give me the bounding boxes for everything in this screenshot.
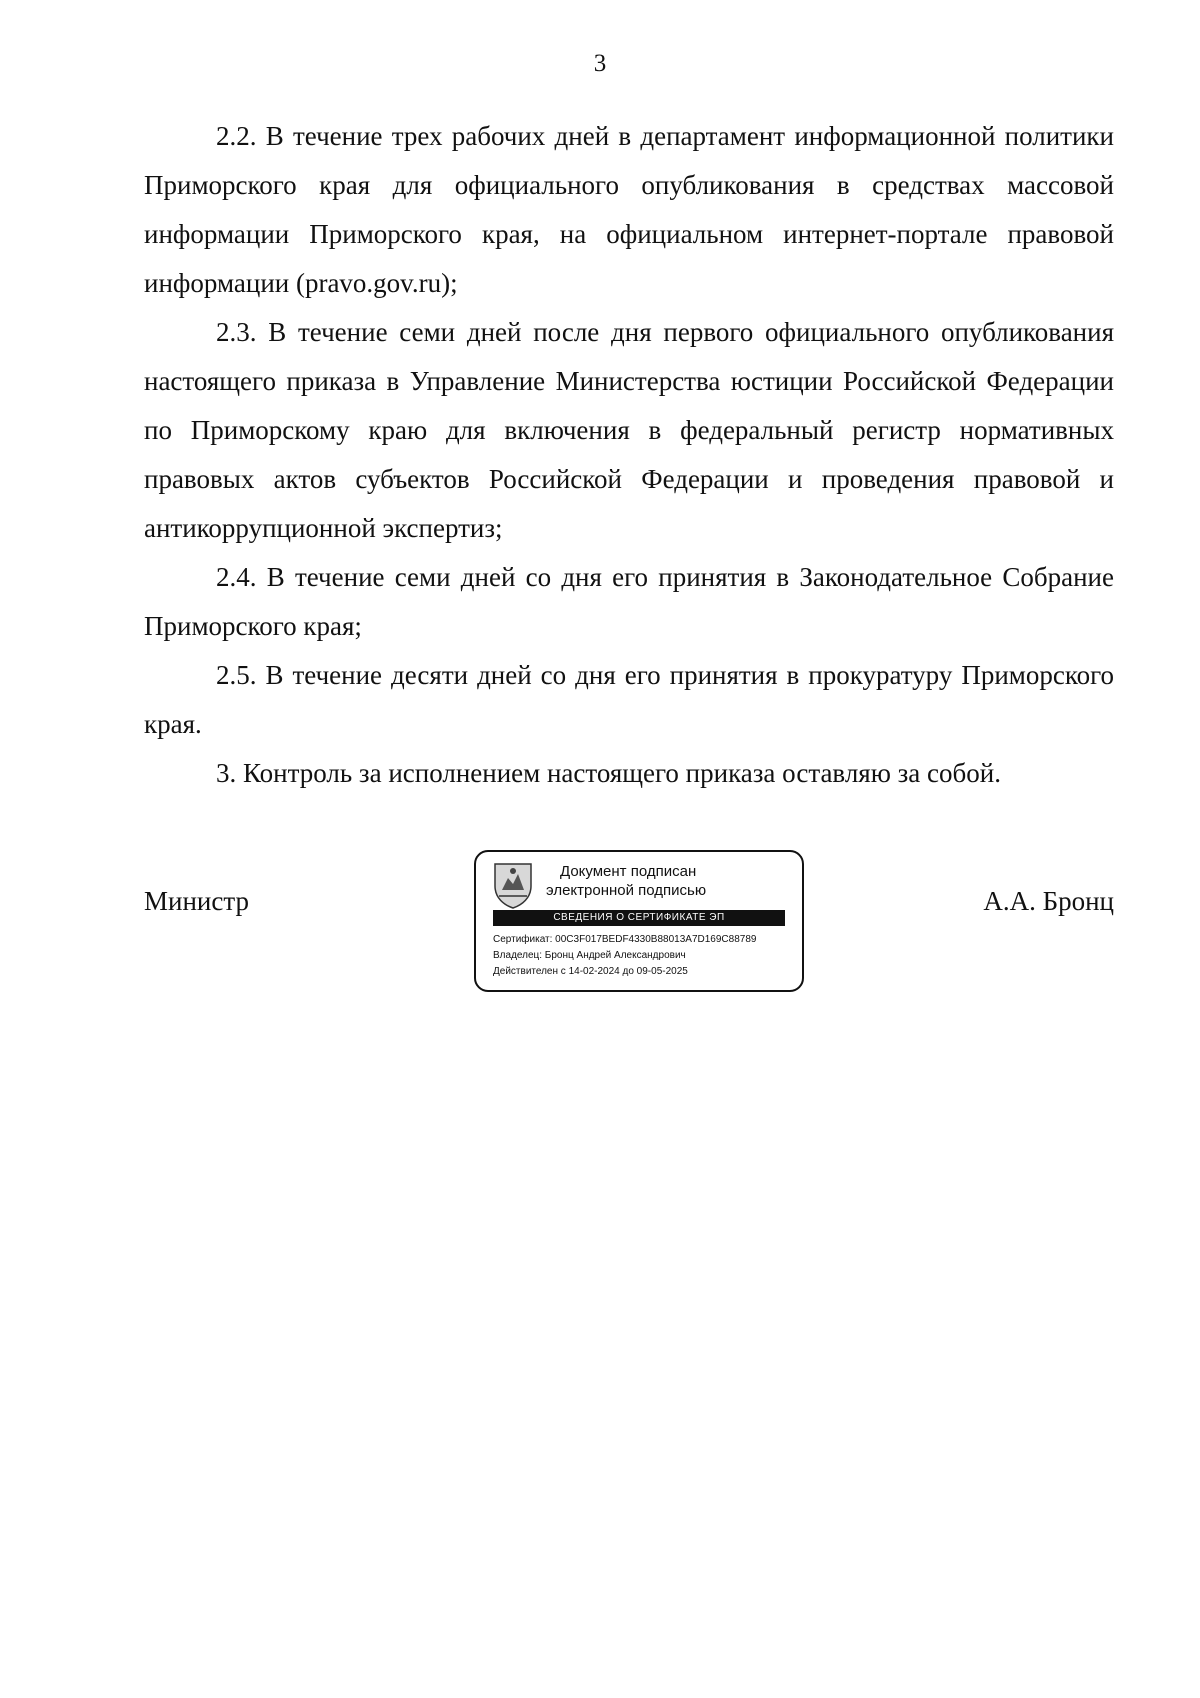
certificate-owner: Владелец: Бронц Андрей Александрович (493, 950, 686, 961)
paragraph-2-5: 2.5. В течение десяти дней со дня его принятия в прокуратуру Приморского края. (144, 660, 1114, 739)
signer-role: Министр (144, 886, 249, 916)
stamp-title-line1: Документ подписан (560, 863, 697, 880)
signature-row (144, 850, 1114, 1000)
paragraph-2-4: 2.4. В течение семи дней со дня его принятия в Законодательное Собрание Приморского края; (144, 562, 1114, 641)
paragraph-2-2: 2.2. В течение трех рабочих дней в департамент информационной политики Приморского края для официального опубликования в средствах массовой информации Приморского края, на официальном интернет-портале правовой информации (pravo.gov.ru); (144, 121, 1114, 298)
electronic-signature-stamp (474, 850, 804, 992)
stamp-details (493, 932, 756, 980)
stamp-title (546, 862, 786, 900)
page-number: 3 (593, 50, 607, 77)
certificate-header-bar: СВЕДЕНИЯ О СЕРТИФИКАТЕ ЭП (493, 910, 785, 926)
paragraph-3: 3. Контроль за исполнением настоящего приказа оставляю за собой. (216, 758, 1001, 788)
certificate-validity: Действителен с 14-02-2024 до 09-05-2025 (493, 966, 688, 977)
document-body (144, 112, 1114, 798)
signer-name: А.А. Бронц (983, 886, 1114, 916)
stamp-title-line2: электронной подписью (546, 882, 707, 899)
certificate-number: Сертификат: 00C3F017BEDF4330B88013A7D169C88789 (493, 934, 757, 945)
paragraph-2-3: 2.3. В течение семи дней после дня первого официального опубликования настоящего приказа в Управление Министерства юстиции Российской Федерации по Приморскому краю для включения в федеральный регистр нормативных правовых актов субъектов Российской Федерации и проведения правовой и антикоррупционной экспертиз; (144, 317, 1114, 543)
coat-of-arms-icon (490, 860, 536, 910)
